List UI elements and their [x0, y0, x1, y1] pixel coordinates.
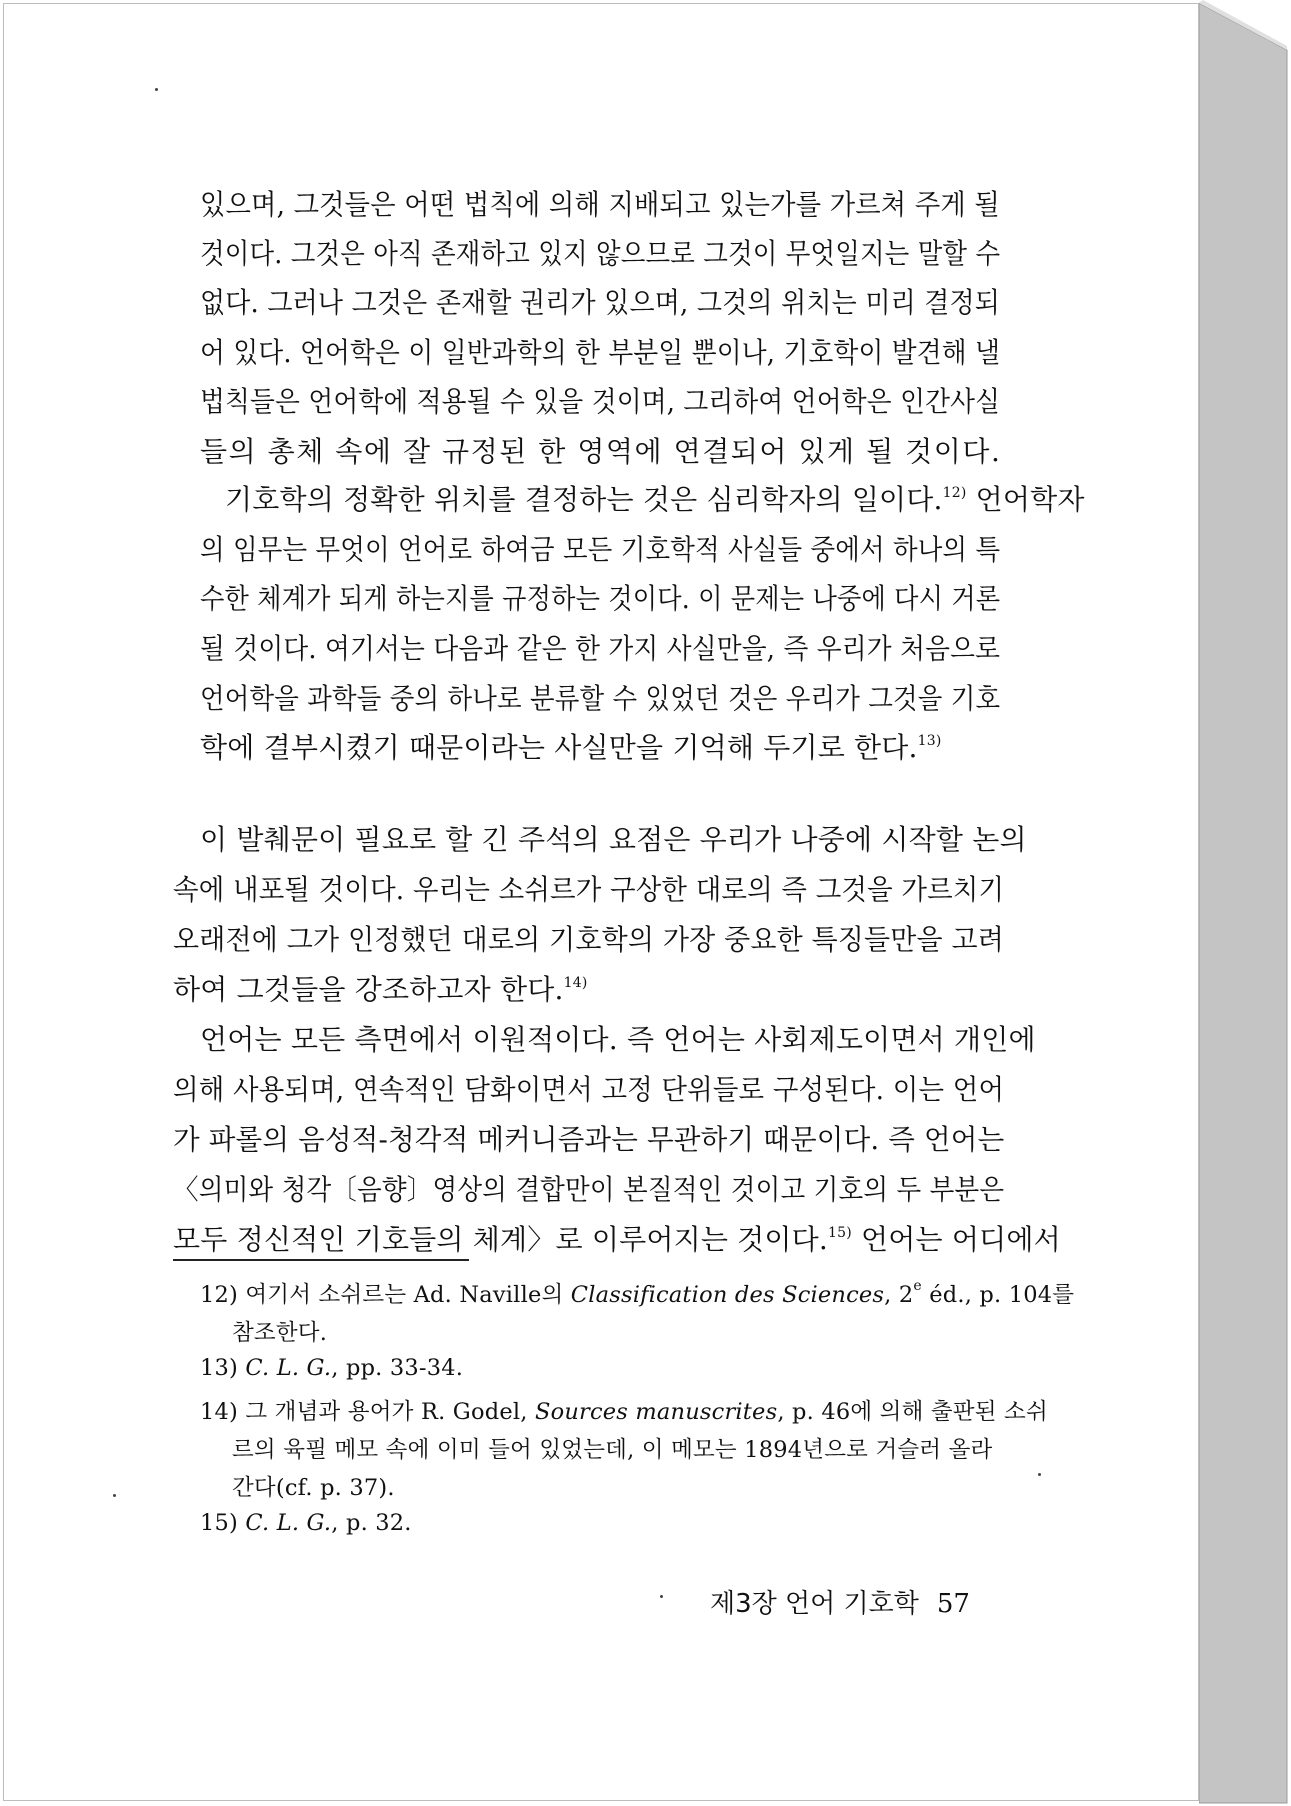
footnote-ref-13[interactable]: 13): [917, 733, 942, 749]
quote-p2-first-line: 기호학의 정확한 위치를 결정하는 것은 심리학자의 일이다.$^{12)}$ 언어학자: [225, 483, 1085, 516]
body-last-line: 모두 정신적인 기호들의 체계〉로 이루어지는 것이다.$^{15)}$ 언어는 어디에서: [173, 1223, 1061, 1256]
scan-speck: [660, 1595, 663, 1598]
body-line: 속에 내포될 것이다. 우리는 소쉬르가 구상한 대로의 즉 그것을 가르치기: [173, 873, 1005, 906]
body-line: 〈의미와 청각〔음향〕영상의 결합만이 본질적인 것이고 기호의 두 부분은: [173, 1173, 1005, 1206]
body-line: 언어는 모든 측면에서 이원적이다. 즉 언어는 사회제도이면서 개인에: [200, 1023, 1036, 1056]
quote-line: 언어학을 과학들 중의 하나로 분류할 수 있었던 것은 우리가 그것을 기호: [200, 682, 1001, 715]
quote-line: 있으며, 그것들은 어떤 법칙에 의해 지배되고 있는가를 가르쳐 주게 될: [200, 188, 1000, 221]
quote-line: 없다. 그러나 그것은 존재할 권리가 있으며, 그것의 위치는 미리 결정되: [200, 286, 1001, 319]
body-line: 가 파롤의 음성적-청각적 메커니즘과는 무관하기 때문이다. 즉 언어는: [173, 1123, 1005, 1156]
quote-line: 들의 총체 속에 잘 규정된 한 영역에 연결되어 있게 될 것이다.: [200, 435, 1002, 468]
quote-line: 수한 체계가 되게 하는지를 규정하는 것이다. 이 문제는 나중에 다시 거론: [200, 582, 1001, 615]
scan-speck: [113, 1494, 116, 1497]
footnote-14-cont: 르의 육필 메모 속에 이미 들어 있었는데, 이 메모는 1894년으로 거슬러 올라: [232, 1437, 993, 1463]
footnote-separator: [173, 1259, 469, 1261]
scan-speck: [1038, 1473, 1041, 1476]
quote-line: 의 임무는 무엇이 언어로 하여금 모든 기호학적 사실들 중에서 하나의 특: [200, 533, 1001, 566]
body-line: 의해 사용되며, 연속적인 담화이면서 고정 단위들로 구성된다. 이는 언어: [173, 1073, 1005, 1106]
footnote-14-cont: 간다(cf. p. 37).: [232, 1475, 395, 1501]
footnote-14: 14) 그 개념과 용어가 R. Godel, Sources manuscrites, p. 46에 의해 출판된 소쉬: [200, 1399, 1048, 1425]
body-line: 오래전에 그가 인정했던 대로의 기호학의 가장 중요한 특징들만을 고려: [173, 923, 1004, 956]
quote-line: 될 것이다. 여기서는 다음과 같은 한 가지 사실만을, 즉 우리가 처음으로: [200, 632, 1001, 665]
scan-speck: [155, 88, 158, 91]
footnote-13: 13) C. L. G., pp. 33-34.: [200, 1355, 464, 1381]
quote-last-line: 학에 결부시켰기 때문이라는 사실만을 기억해 두기로 한다.$^{13)}$: [200, 731, 942, 764]
running-footer: [710, 1583, 970, 1620]
quote-line: 법칙들은 언어학에 적용될 수 있을 것이며, 그리하여 언어학은 인간사실: [200, 385, 1001, 418]
footnote-12-cont: 참조한다.: [232, 1320, 328, 1346]
footnote-ref-12[interactable]: 12): [942, 485, 967, 501]
chapter-title: 제3장 언어 기호학: [710, 1589, 919, 1619]
footnote-15: 15) C. L. G., p. 32.: [200, 1510, 412, 1536]
quote-line: 어 있다. 언어학은 이 일반과학의 한 부분일 뿐이나, 기호학이 발견해 낼: [200, 336, 1001, 369]
footnote-ref-15[interactable]: 15): [828, 1225, 852, 1241]
page-number: 57: [936, 1589, 970, 1619]
body-last-line: 하여 그것들을 강조하고자 한다.$^{14)}$: [173, 973, 588, 1006]
quote-line: 것이다. 그것은 아직 존재하고 있지 않으므로 그것이 무엇일지는 말할 수: [200, 237, 1001, 270]
footnote-ref-14[interactable]: 14): [563, 975, 588, 991]
body-line: 이 발췌문이 필요로 할 긴 주석의 요점은 우리가 나중에 시작할 논의: [200, 823, 1027, 856]
footnote-12: 12) 여기서 소쉬르는 Ad. Naville의 Classification des Sciences, 2e éd., p. 104를: [200, 1278, 1075, 1308]
